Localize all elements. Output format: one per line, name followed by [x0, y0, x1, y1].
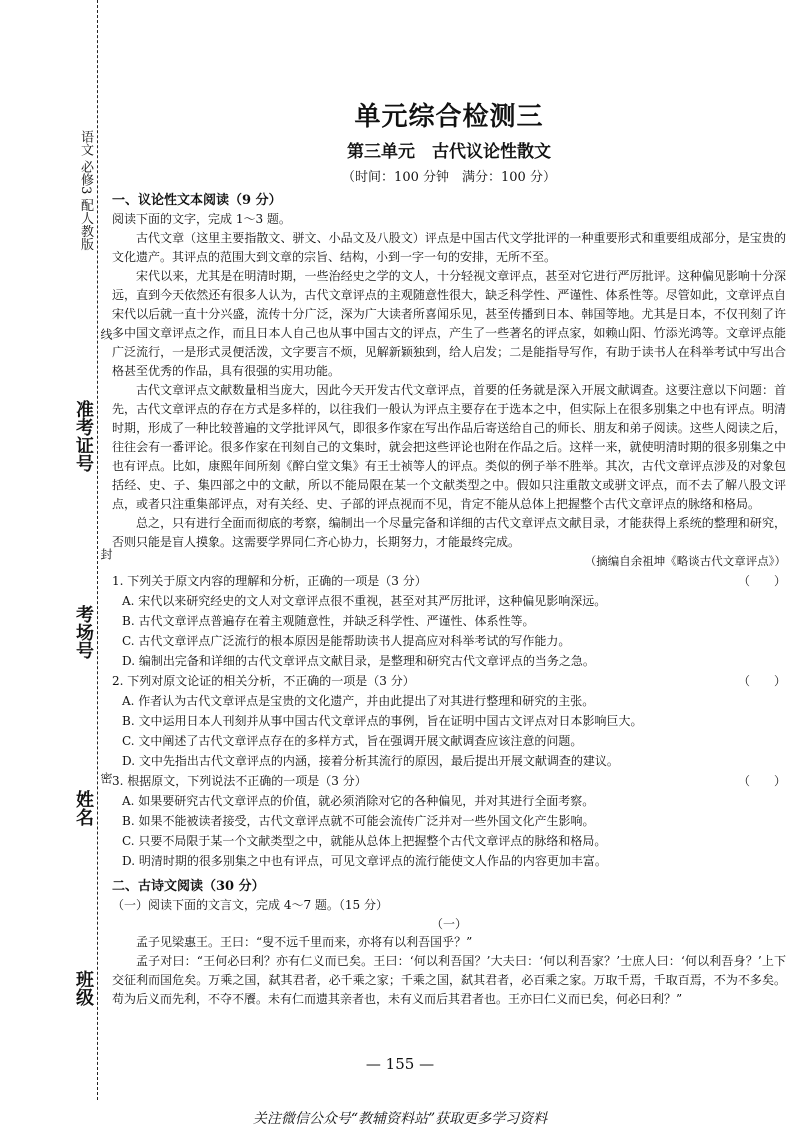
page-number: — 155 —	[365, 1055, 435, 1073]
option-c: C. 只要不局限于某一个文献类型之中，就能从总体上把握整个古代文章评点的脉络和格局。	[122, 834, 607, 848]
question-3	[112, 771, 786, 871]
section2-intro: （一）阅读下面的文言文，完成 4～7 题。（15 分）	[112, 898, 388, 912]
classical-paragraph: 孟子见梁惠王。王曰：“叟不远千里而来，亦将有以利吾国乎？”	[136, 935, 473, 949]
option-a: A. 如果要研究古代文章评点的价值，就必须消除对它的各种偏见，并对其进行全面考察。	[122, 794, 595, 808]
answer-blank[interactable]: （ ）	[737, 674, 786, 688]
option-c: C. 文中阐述了古代文章评点存在的多样方式，旨在强调开展文献调查应该注意的问题。	[122, 734, 583, 748]
passage-paragraph: 古代文章（这里主要指散文、骈文、小品文及八股文）评点是中国古代文学批评的一种重要形式和重要组成部分，是宝贵的文化遗产。其评点的范围大到文章的宗旨、结构，小到一字一句的安排，无所不至。	[112, 231, 786, 264]
option-a: A. 作者认为古代文章评点是宝贵的文化遗产，并由此提出了对其进行整理和研究的主张。	[122, 694, 595, 708]
option-c: C. 古代文章评点广泛流行的根本原因是能帮助读书人提高应对科举考试的写作能力。	[122, 634, 571, 648]
answer-blank[interactable]: （ ）	[737, 774, 786, 788]
option-d: D. 编制出完备和详细的古代文章评点文献目录，是整理和研究古代文章评点的当务之急。	[122, 654, 595, 668]
option-d: D. 文中先指出古代文章评点的内涵，接着分析其流行的原因，最后提出开展文献调查的建议。	[122, 754, 619, 768]
field-name: 姓名	[73, 790, 94, 826]
option-d: D. 明清时期的很多别集之中也有评点，可见文章评点的流行能使文人作品的内容更加丰富。	[122, 854, 607, 868]
seal-mark-secret: 密	[99, 772, 113, 784]
passage-mark: （一）	[430, 917, 467, 931]
passage-source: （摘编自余祖坤《略谈古代文章评点》）	[584, 554, 786, 568]
passage-paragraph: 古代文章评点文献数量相当庞大，因此今天开发古代文章评点，首要的任务就是深入开展文献调查。这要注意以下问题：首先，古代文章评点的存在方式是多样的，以往我们一般认为评点主要存在于选本之中，但实际上在很多别集之中也有评点。明清时期，形成了一种比较普遍的文学批评风气，即很多作家在写出作品后寄送给自己的师长、朋友和弟子阅读。这些人阅读之后，往往会有一番评论。很多作家在刊刻自己的文集时，就会把这些评论也附在作品之后。这样一来，就使明清时期的很多别集之中也有评点。比如，康熙年间所刻《醉白堂文集》有王士祯等人的评点。类似的例子举不胜举。其次，古代文章评点涉及的对象包括经、史、子、集四部之中的文献，所以不能局限在某一个文献类型之中。假如只注重散文或骈文评点，而不去了解八股文评点，或者只注重集部评点，对有关经、史、子部的评点视而不见，肯定不能从总体上把握整个古代文章评点的脉络和格局。	[112, 383, 786, 511]
footer-note: 关注微信公众号“教辅资料站”获取更多学习资料	[252, 1111, 548, 1127]
passage-paragraph: 总之，只有进行全面而彻底的考察，编制出一个尽量完备和详细的古代文章评点文献目录，才能获得上系统的整理和研究，否则只能是盲人摸象。这需要学界同仁齐心协力，长期努力，才能最终完成。	[112, 516, 786, 549]
question-1	[112, 571, 786, 671]
seal-mark-seal: 封	[99, 548, 113, 560]
passage-paragraph: 宋代以来，尤其是在明清时期，一些治经史之学的文人，十分轻视文章评点，甚至对它进行严厉批评。这种偏见影响十分深远，直到今天依然还有很多人认为，古代文章评点的主观随意性很大，缺乏科学性、严谨性、体系性等。尽管如此，文章评点自宋代以后就一直十分兴盛，流传十分广泛，深为广大读者所喜闻乐见，甚至传播到日本、韩国等地。尤其是日本，不仅刊刻了许多中国文章评点之作，而且日本人自己也从事中国古文的评点，产生了一些著名的评点家，如赖山阳、竹添光鸿等。文章评点能广泛流行，一是形式灵便活泼，文字要言不烦，见解新颖独到，给人启发；二是能指导写作，有助于读书人在科举考试中写出合格甚至优秀的作品，具有很强的实用功能。	[112, 269, 786, 378]
question-stem: 1. 下列关于原文内容的理解和分析，正确的一项是（3 分）	[112, 574, 427, 588]
seal-mark-line: 线	[99, 328, 113, 340]
section2-heading: 二、古诗文阅读（30 分）	[112, 879, 265, 894]
series-label: 语文 必修3 配人教版	[78, 130, 93, 251]
field-exam-id: 准考证号	[73, 400, 94, 472]
section1-intro: 阅读下面的文字，完成 1～3 题。	[112, 212, 291, 226]
option-b: B. 文中运用日本人刊刻并从事中国古代文章评点的事例，旨在证明中国古文评点对日本影响巨大。	[122, 714, 643, 728]
unit-title: 第三单元 古代议论性散文	[347, 142, 551, 162]
question-2	[112, 671, 786, 771]
page-content	[112, 96, 786, 1009]
question-stem: 3. 根据原文，下列说法不正确的一项是（3 分）	[112, 774, 367, 788]
time-info: （时间：100 分钟 满分：100 分）	[342, 170, 556, 185]
option-a: A. 宋代以来研究经史的文人对文章评点很不重视，甚至对其严厉批评，这种偏见影响深远。	[122, 594, 607, 608]
option-b: B. 古代文章评点普遍存在着主观随意性，并缺乏科学性、严谨性、体系性等。	[122, 614, 535, 628]
option-b: B. 如果不能被读者接受，古代文章评点就不可能会流传广泛并对一些外国文化产生影响。	[122, 814, 595, 828]
classical-paragraph: 孟子对曰：“王何必曰利？亦有仁义而已矣。王曰：‘何以利吾国？’大夫曰：‘何以利吾家？’士庶人曰：‘何以利吾身？’上下交征利而国危矣。万乘之国，弑其君者，必千乘之家；千乘之国，弑其君者，必百乘之家。万取千焉，千取百焉，不为不多矣。苟为后义而先利，不夺不餍。未有仁而遗其亲者也，未有义而后其君者也。王亦曰仁义而已矣，何必曰利？”	[112, 954, 786, 1006]
page-title: 单元综合检测三	[354, 102, 544, 132]
binding-margin	[0, 0, 113, 1140]
field-class: 班级	[73, 970, 94, 1006]
question-stem: 2. 下列对原文论证的相关分析，不正确的一项是（3 分）	[112, 674, 415, 688]
field-room: 考场号	[73, 605, 94, 659]
answer-blank[interactable]: （ ）	[737, 574, 786, 588]
section1-heading: 一、议论性文本阅读（9 分）	[112, 193, 282, 208]
